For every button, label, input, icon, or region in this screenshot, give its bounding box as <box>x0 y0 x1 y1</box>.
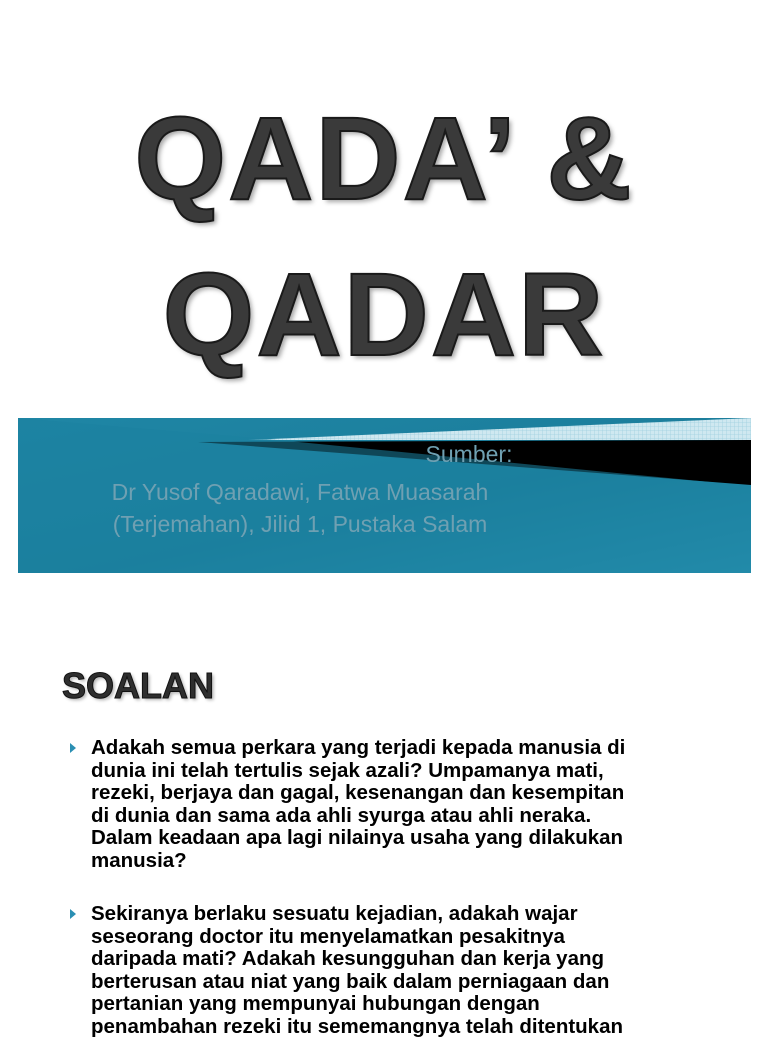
question-text: Adakah semua perkara yang terjadi kepada manusia di dunia ini telah tertulis sejak azali? Umpamanya mati, rezeki, berjaya dan gagal, kesenangan dan kesempitan di dunia dan sama ada ahli syurga atau ahli neraka. Dalam keadaan apa lagi nilainya usaha yang dilakukan manusia? <box>91 736 626 872</box>
triangle-bullet-icon <box>70 743 76 753</box>
section-heading: SOALAN <box>62 665 214 706</box>
source-author: Dr Yusof Qaradawi, Fatwa Muasarah <box>111 479 489 505</box>
title-line-1: QADA’ & <box>134 93 634 225</box>
question-text: Sekiranya berlaku sesuatu kejadian, adakah wajar seseorang doctor itu menyelamatkan pesakitnya daripada mati? Adakah kesungguhan dan kerja yang berterusan atau niat yang baik dalam perniagaan dan pertanian yang mempunyai hubungan dengan penambahan rezeki itu sememangnya telah ditentukan <box>91 902 624 1038</box>
question-item <box>70 737 760 877</box>
title-line-2: QADAR <box>162 249 606 381</box>
source-label: Sumber: <box>425 441 513 467</box>
question-item <box>70 903 760 1043</box>
triangle-bullet-icon <box>70 909 76 919</box>
source-publication: (Terjemahan), Jilid 1, Pustaka Salam <box>112 511 488 537</box>
